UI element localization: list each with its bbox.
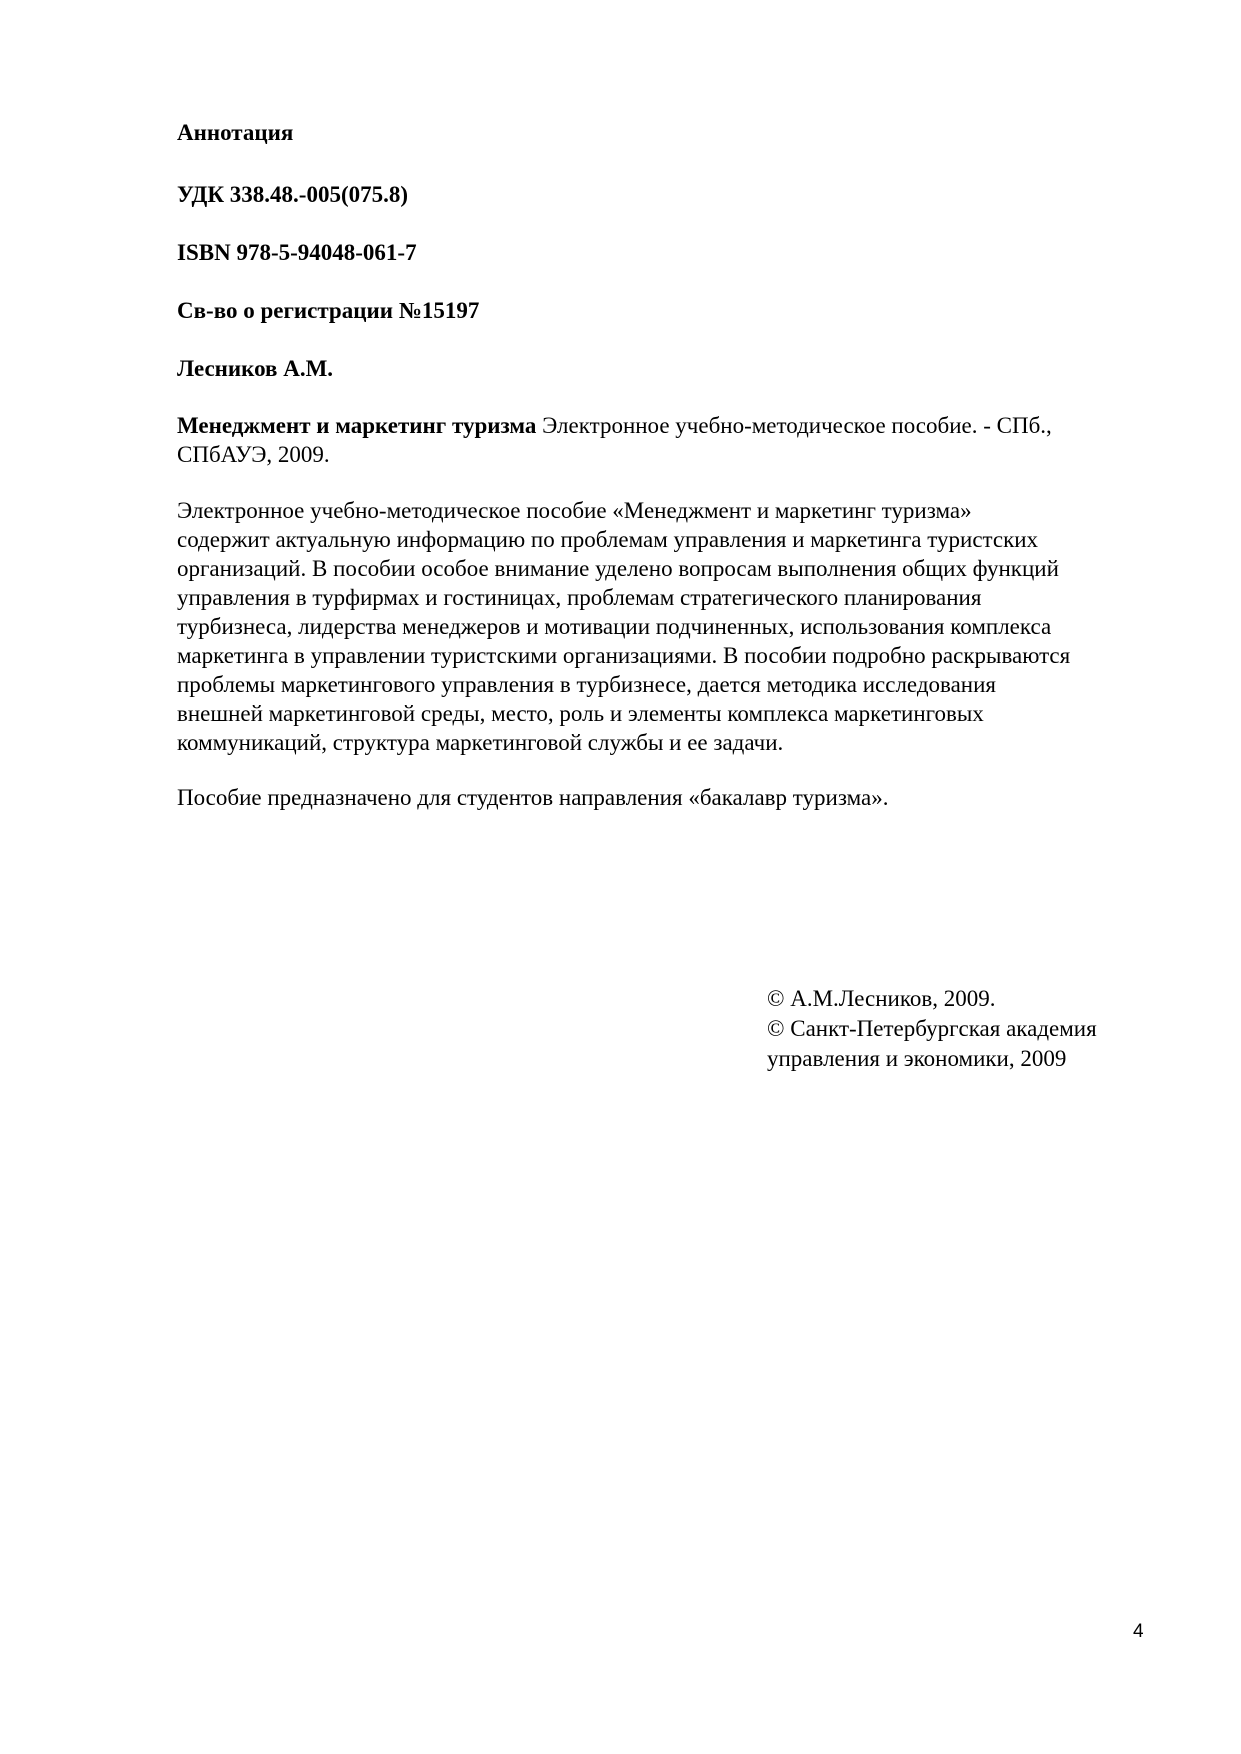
abstract-line: управления в турфирмах и гостиницах, проблемам стратегического планирования	[177, 585, 982, 610]
abstract-line: проблемы маркетингового управления в турбизнесе, дается методика исследования	[177, 672, 996, 697]
udk-code: УДК 338.48.-005(075.8)	[177, 182, 409, 207]
book-title: Менеджмент и маркетинг туризма	[177, 413, 537, 438]
page-number: 4	[1133, 1621, 1144, 1642]
abstract-line: внешней маркетинговой среды, место, роль и элементы комплекса маркетинговых	[177, 701, 984, 726]
abstract-line: Электронное учебно-методическое пособие «Менеджмент и маркетинг туризма»	[177, 498, 972, 523]
abstract-paragraph	[177, 496, 1157, 757]
copyright-block	[767, 984, 1097, 1074]
abstract-line: организаций. В пособии особое внимание уделено вопросам выполнения общих функций	[177, 556, 1059, 581]
annotation-heading: Аннотация	[177, 120, 294, 145]
citation-paragraph	[177, 411, 1157, 469]
isbn-code: ISBN 978-5-94048-061-7	[177, 240, 417, 265]
citation-line-1	[177, 411, 1157, 440]
audience-text: Пособие предназначено для студентов направления «бакалавр туризма».	[177, 785, 889, 810]
copyright-academy: © Санкт-Петербургская академия	[767, 1016, 1097, 1041]
registration-number: Св-во о регистрации №15197	[177, 298, 480, 323]
abstract-line: турбизнеса, лидерства менеджеров и мотивации подчиненных, использования комплекса	[177, 614, 1052, 639]
copyright-academy-cont: управления и экономики, 2009	[767, 1046, 1067, 1071]
abstract-line: коммуникаций, структура маркетинговой службы и ее задачи.	[177, 730, 784, 755]
copyright-author: © А.М.Лесников, 2009.	[767, 986, 996, 1011]
citation-details: Электронное учебно-методическое пособие. - СПб.,	[536, 413, 1052, 438]
citation-line-2: СПбАУЭ, 2009.	[177, 442, 330, 467]
abstract-line: маркетинга в управлении туристскими организациями. В пособии подробно раскрываются	[177, 643, 1071, 668]
author-name: Лесников А.М.	[177, 356, 334, 381]
audience-paragraph	[177, 783, 1157, 812]
abstract-line: содержит актуальную информацию по проблемам управления и маркетинга туристских	[177, 527, 1039, 552]
